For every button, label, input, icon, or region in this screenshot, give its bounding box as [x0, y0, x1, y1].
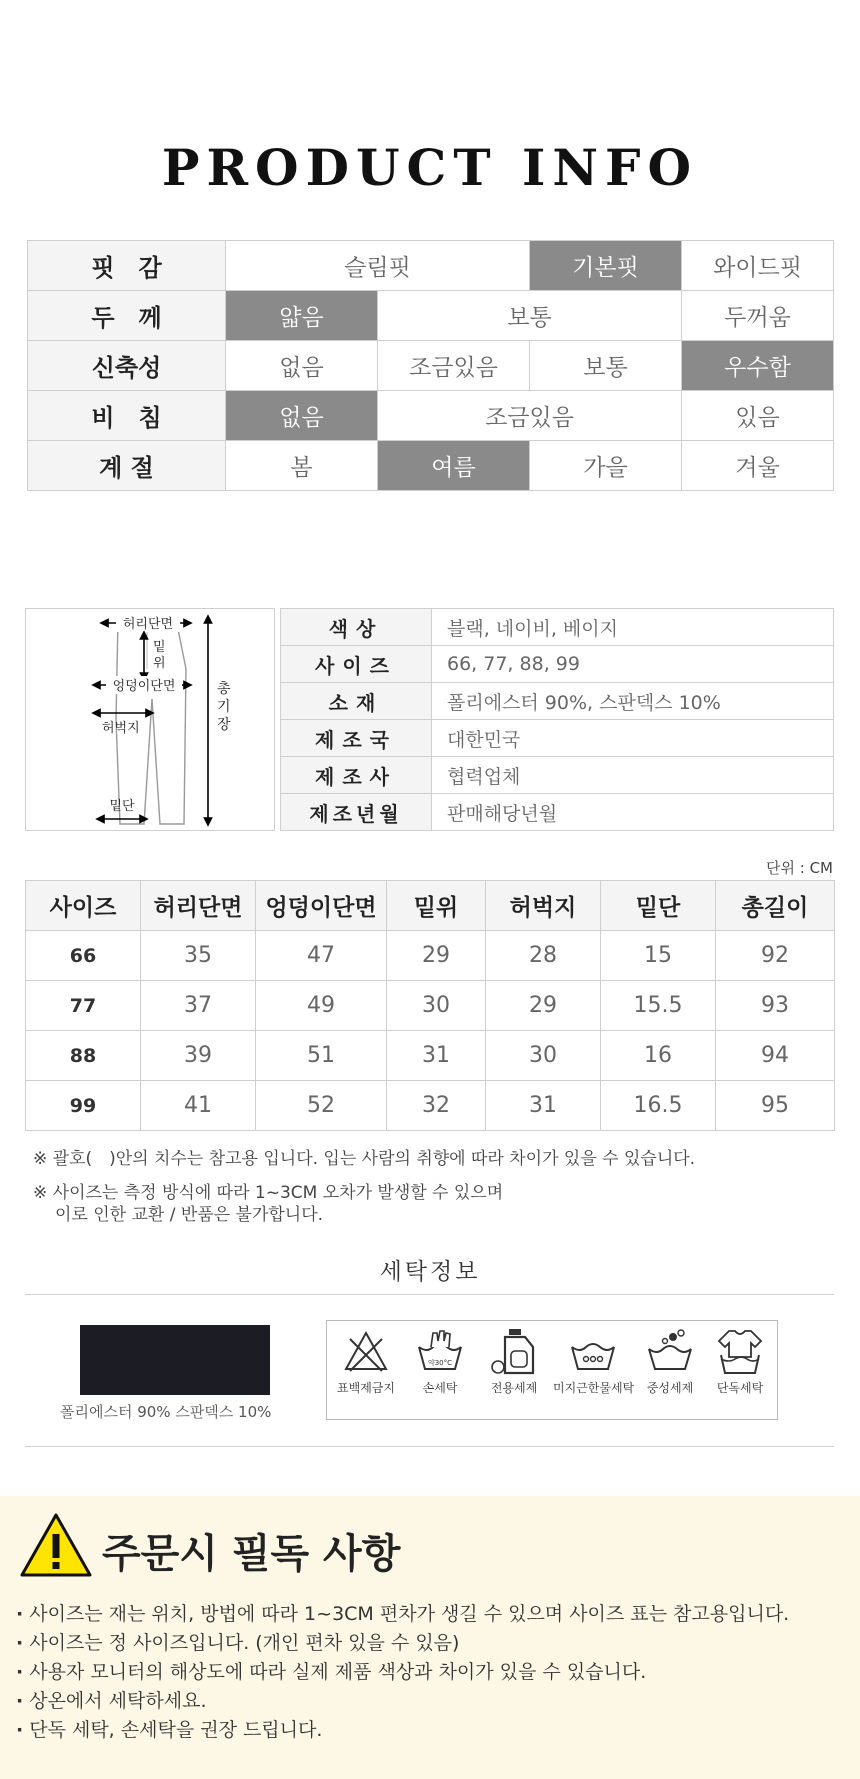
length-label-1: 총	[217, 681, 231, 697]
info-key: 제조국	[281, 720, 432, 757]
fit-row	[28, 341, 834, 391]
info-value: 협력업체	[432, 757, 834, 794]
size-value-cell: 30	[387, 981, 486, 1031]
rise-label-2: 위	[153, 656, 166, 671]
hand-wash-icon	[415, 1327, 465, 1375]
neutral-detergent-icon	[645, 1327, 695, 1375]
info-row-color	[281, 609, 834, 646]
notice-list	[16, 1600, 789, 1745]
note-tolerance-line2: 이로 인한 교환 / 반품은 불가합니다.	[55, 1205, 324, 1225]
thigh-label: 허벅지	[102, 721, 140, 736]
order-notice	[0, 1496, 860, 1779]
fit-option-selected: 없음	[226, 391, 378, 441]
size-value-cell: 29	[387, 931, 486, 981]
fit-option: 있음	[682, 391, 834, 441]
divider	[25, 1446, 834, 1447]
size-value-cell: 47	[256, 931, 387, 981]
size-table	[25, 880, 835, 1131]
size-value-cell: 15.5	[601, 981, 716, 1031]
fabric-swatch	[80, 1325, 270, 1395]
size-value-cell: 31	[387, 1031, 486, 1081]
warning-icon	[20, 1512, 92, 1578]
fit-row-label: 두 께	[28, 291, 226, 341]
info-value: 블랙, 네이비, 베이지	[432, 609, 834, 646]
size-table-header-cell: 엉덩이단면	[256, 881, 387, 931]
info-row-material	[281, 683, 834, 720]
notice-item: · 상온에서 세탁하세요.	[16, 1687, 789, 1716]
info-key: 색상	[281, 609, 432, 646]
info-value: 폴리에스터 90%, 스판덱스 10%	[432, 683, 834, 720]
fit-row-label: 핏 감	[28, 241, 226, 291]
size-value-cell: 15	[601, 931, 716, 981]
length-label-2: 기	[217, 699, 231, 715]
wash-icons-box	[326, 1320, 778, 1420]
size-value-cell: 52	[256, 1081, 387, 1131]
info-row-size	[281, 646, 834, 683]
fit-option-selected: 기본핏	[530, 241, 682, 291]
note-tolerance-line1: ※ 사이즈는 측정 방식에 따라 1~3CM 오차가 발생할 수 있으며	[33, 1183, 504, 1203]
size-value-cell: 94	[716, 1031, 835, 1081]
wash-item: 미지근한물세탁	[553, 1327, 633, 1396]
size-value-cell: 39	[141, 1031, 256, 1081]
pants-diagram-icon	[26, 609, 276, 832]
fit-table	[27, 240, 834, 491]
wash-item: 전용세제	[477, 1327, 551, 1396]
table-row	[26, 931, 835, 981]
table-row	[26, 981, 835, 1031]
size-notes	[33, 1148, 695, 1238]
notice-item: · 사용자 모니터의 해상도에 따라 실제 제품 색상과 차이가 있을 수 있습니다.	[16, 1658, 789, 1687]
info-value: 판매해당년월	[432, 794, 834, 831]
size-value-cell: 16	[601, 1031, 716, 1081]
fit-option: 가을	[530, 441, 682, 491]
fit-option: 보통	[530, 341, 682, 391]
info-key: 소재	[281, 683, 432, 720]
size-value-cell: 35	[141, 931, 256, 981]
product-info-table	[280, 608, 834, 831]
fit-row	[28, 391, 834, 441]
fit-row	[28, 241, 834, 291]
unit-label: 단위 : CM	[766, 859, 833, 877]
size-table-header-cell: 총길이	[716, 881, 835, 931]
hip-label: 엉덩이단면	[112, 679, 176, 694]
size-table-header-cell: 사이즈	[26, 881, 141, 931]
size-value-cell: 32	[387, 1081, 486, 1131]
fit-row	[28, 291, 834, 341]
hand-wash-temp: 약30°C	[427, 1359, 453, 1367]
info-value: 66, 77, 88, 99	[432, 646, 834, 683]
page-title: PRODUCT INFO	[161, 138, 699, 197]
info-row-date	[281, 794, 834, 831]
size-value-cell: 28	[486, 931, 601, 981]
size-value-cell: 29	[486, 981, 601, 1031]
wash-item: 중성세제	[633, 1327, 707, 1396]
wash-item: 약30°C 손세탁	[403, 1327, 477, 1396]
note-tolerance	[33, 1182, 695, 1226]
fit-row-label: 신축성	[28, 341, 226, 391]
fit-option: 조금있음	[378, 341, 530, 391]
info-key: 제조사	[281, 757, 432, 794]
info-row-maker	[281, 757, 834, 794]
fit-option-selected: 얇음	[226, 291, 378, 341]
size-label-cell: 77	[26, 981, 141, 1031]
fit-option-selected: 여름	[378, 441, 530, 491]
table-row	[26, 1031, 835, 1081]
lukewarm-wash-icon	[568, 1327, 618, 1375]
fit-option: 없음	[226, 341, 378, 391]
fit-row-label: 비 침	[28, 391, 226, 441]
note-reference: ※ 괄호( )안의 치수는 참고용 입니다. 입는 사람의 취향에 따라 차이가 있을 수 있습니다.	[33, 1149, 696, 1169]
fabric-caption: 폴리에스터 90% 스판덱스 10%	[60, 1403, 272, 1421]
size-value-cell: 49	[256, 981, 387, 1031]
size-value-cell: 41	[141, 1081, 256, 1131]
notice-title: 주문시 필독 사항	[102, 1531, 401, 1577]
separate-wash-icon	[715, 1327, 765, 1375]
size-value-cell: 51	[256, 1031, 387, 1081]
length-label-3: 장	[217, 717, 231, 733]
size-value-cell: 95	[716, 1081, 835, 1131]
size-table-header-cell: 밑단	[601, 881, 716, 931]
table-row	[26, 1081, 835, 1131]
no-bleach-icon	[341, 1327, 391, 1375]
waist-label: 허리단면	[122, 617, 174, 632]
divider	[25, 1294, 834, 1295]
wash-item: 표백제금지	[329, 1327, 403, 1396]
size-value-cell: 93	[716, 981, 835, 1031]
fit-option: 두꺼움	[682, 291, 834, 341]
fit-option: 슬림핏	[226, 241, 530, 291]
rise-label-1: 밑	[153, 640, 166, 655]
fit-option: 보통	[378, 291, 682, 341]
detergent-bottle-icon	[489, 1327, 539, 1375]
size-label-cell: 99	[26, 1081, 141, 1131]
size-table-header-cell: 밑위	[387, 881, 486, 931]
size-value-cell: 92	[716, 931, 835, 981]
fit-row	[28, 441, 834, 491]
size-table-header-cell: 허리단면	[141, 881, 256, 931]
notice-item: · 단독 세탁, 손세탁을 권장 드립니다.	[16, 1716, 789, 1745]
wash-title: 세탁정보	[379, 1259, 481, 1285]
wash-item: 단독세탁	[703, 1327, 777, 1396]
notice-item: · 사이즈는 재는 위치, 방법에 따라 1~3CM 편차가 생길 수 있으며 사이즈 표는 참고용입니다.	[16, 1600, 789, 1629]
size-label-cell: 88	[26, 1031, 141, 1081]
fit-option-selected: 우수함	[682, 341, 834, 391]
fit-option: 조금있음	[378, 391, 682, 441]
fit-option: 와이드핏	[682, 241, 834, 291]
fit-option: 겨울	[682, 441, 834, 491]
info-key: 사이즈	[281, 646, 432, 683]
size-label-cell: 66	[26, 931, 141, 981]
fit-row-label: 계 절	[28, 441, 226, 491]
size-table-header	[26, 881, 835, 931]
size-diagram	[25, 608, 275, 831]
size-value-cell: 16.5	[601, 1081, 716, 1131]
fit-option: 봄	[226, 441, 378, 491]
size-value-cell: 37	[141, 981, 256, 1031]
size-table-header-cell: 허벅지	[486, 881, 601, 931]
hem-label: 밑단	[109, 799, 135, 814]
size-value-cell: 31	[486, 1081, 601, 1131]
info-key: 제조년월	[281, 794, 432, 831]
info-row-country	[281, 720, 834, 757]
info-value: 대한민국	[432, 720, 834, 757]
size-value-cell: 30	[486, 1031, 601, 1081]
notice-item: · 사이즈는 정 사이즈입니다. (개인 편차 있을 수 있음)	[16, 1629, 789, 1658]
